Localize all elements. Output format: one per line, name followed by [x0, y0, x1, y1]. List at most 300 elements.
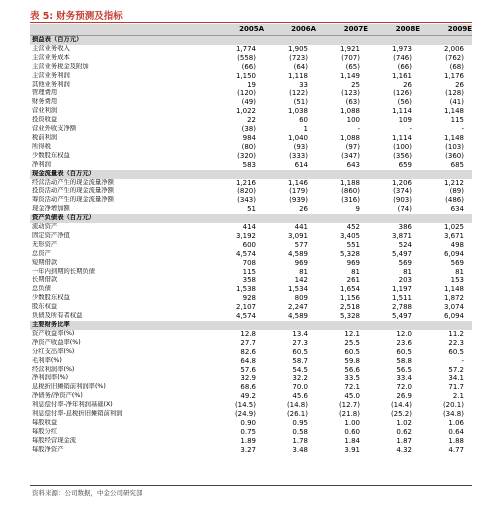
row-label: 投资收益 [32, 116, 58, 124]
row-label: 主营业务利润 [32, 71, 70, 79]
year-header: 2006A [264, 24, 316, 36]
value-cell: (333) [289, 151, 308, 160]
table-title [30, 8, 123, 22]
row-label: 现金净增加额 [32, 205, 70, 213]
value-cell: (49) [241, 98, 256, 107]
source-note: 资料来源：公司数据，中金公司研究部 [32, 489, 143, 497]
year-header: 2007E [316, 24, 368, 36]
row-label: 利息偿付率-净年利润基础(X) [32, 401, 113, 409]
value-cell: 3,192 [235, 231, 256, 240]
value-cell: 81 [403, 267, 412, 276]
table-row [30, 98, 472, 107]
value-cell: - [409, 125, 412, 134]
value-cell: 9 [355, 205, 360, 214]
row-label: 一年内到期的长期负债 [32, 267, 95, 275]
value-cell: (120) [237, 89, 256, 98]
value-cell: 2,247 [287, 303, 308, 312]
value-cell: 0.62 [396, 427, 412, 436]
value-cell: 82.6 [240, 347, 256, 356]
value-cell: 1.88 [448, 436, 464, 445]
value-cell: 58.7 [292, 356, 308, 365]
value-cell: (26.1) [286, 410, 308, 419]
value-cell: (63) [345, 98, 360, 107]
value-cell: 3,405 [339, 231, 360, 240]
value-cell: 1,188 [339, 178, 360, 187]
value-cell: 4,589 [287, 312, 308, 321]
value-cell: 72.0 [396, 383, 412, 392]
table-body [30, 36, 472, 455]
value-cell: 0.60 [344, 427, 360, 436]
row-label: 净利润率(%) [32, 374, 69, 382]
value-cell: 1.00 [344, 418, 360, 427]
value-cell: 115 [242, 267, 256, 276]
value-cell: 26 [403, 80, 412, 89]
value-cell: 142 [294, 276, 308, 285]
value-cell: (347) [341, 151, 360, 160]
value-cell: 3.27 [240, 445, 256, 454]
value-cell: 3.91 [344, 445, 360, 454]
value-cell: (820) [237, 187, 256, 196]
value-cell: 13.4 [292, 329, 308, 338]
value-cell: 27.3 [292, 338, 308, 347]
value-cell: 49.2 [240, 392, 256, 401]
value-cell: 32.9 [240, 374, 256, 383]
value-cell: 1,148 [443, 285, 464, 294]
row-label: 主营业务税金及附加 [32, 62, 89, 70]
value-cell: 26.9 [396, 392, 412, 401]
value-cell: (707) [341, 53, 360, 62]
value-cell: - [461, 356, 464, 365]
value-cell: (38) [241, 125, 256, 134]
row-label: 主营业务成本 [32, 53, 70, 61]
value-cell: 6,094 [443, 312, 464, 321]
value-cell: 60 [299, 116, 308, 125]
row-label: 少数股东权益 [32, 294, 70, 302]
value-cell: (14.5) [234, 401, 256, 410]
value-cell: (762) [445, 53, 464, 62]
row-label: 每股收益 [32, 418, 58, 426]
value-cell: 1,088 [339, 133, 360, 142]
value-cell: 60.5 [396, 347, 412, 356]
value-cell: - [357, 125, 360, 134]
section-header-row [30, 214, 472, 223]
value-cell: 3.48 [292, 445, 308, 454]
value-cell: 928 [242, 294, 256, 303]
row-label: 其他业务利润 [32, 80, 70, 88]
value-cell: (80) [241, 142, 256, 151]
row-label: 每股净资产 [32, 445, 64, 453]
value-cell: 386 [398, 223, 412, 232]
value-cell: 1,905 [287, 44, 308, 53]
row-label: 经营利润率(%) [32, 365, 75, 373]
value-cell: (41) [449, 98, 464, 107]
table-row [30, 312, 472, 321]
value-cell: (939) [289, 196, 308, 205]
section-header-row [30, 170, 472, 179]
title-rule [30, 22, 472, 23]
value-cell: 57.2 [448, 365, 464, 374]
value-cell: (723) [289, 53, 308, 62]
value-cell: 969 [346, 258, 360, 267]
value-cell: 2,788 [391, 303, 412, 312]
value-cell: 71.7 [448, 383, 464, 392]
value-cell: 3,091 [287, 231, 308, 240]
table-row [30, 294, 472, 303]
table-row [30, 410, 472, 419]
table-row [30, 205, 472, 214]
value-cell: 1,161 [391, 71, 412, 80]
table-row [30, 428, 472, 437]
table-row [30, 161, 472, 170]
table-row [30, 401, 472, 410]
value-cell: (25.2) [390, 410, 412, 419]
value-cell: 45.0 [344, 392, 360, 401]
row-label: 每股分红 [32, 427, 58, 435]
value-cell: 358 [242, 276, 256, 285]
value-cell: 452 [346, 223, 360, 232]
year-header: 2005A [212, 24, 264, 36]
footer-rule [30, 485, 472, 486]
table-row [30, 72, 472, 81]
value-cell: 0.75 [240, 427, 256, 436]
value-cell: 1,146 [287, 178, 308, 187]
value-cell: 1,872 [443, 294, 464, 303]
row-label: 总资产 [32, 249, 51, 257]
table-row [30, 89, 472, 98]
value-cell: 1,511 [391, 294, 412, 303]
row-label: 投资活动产生的现金流量净额 [32, 187, 114, 195]
value-cell: (746) [393, 53, 412, 62]
table-row [30, 250, 472, 259]
value-cell: 708 [242, 258, 256, 267]
value-cell: 5,328 [339, 249, 360, 258]
value-cell: 5,328 [339, 312, 360, 321]
value-cell: 54.5 [292, 365, 308, 374]
table-number: 表 5: [30, 11, 54, 22]
row-label: 净利润 [32, 160, 51, 168]
value-cell: 27.7 [240, 338, 256, 347]
value-cell: 1.89 [240, 436, 256, 445]
value-cell: 23.6 [396, 338, 412, 347]
table-row [30, 303, 472, 312]
value-cell: 51 [247, 205, 256, 214]
value-cell: 0.58 [292, 427, 308, 436]
row-label: 负债及所有者权益 [32, 312, 83, 320]
row-label: 每股经营现金流 [32, 436, 77, 444]
value-cell: 60.5 [292, 347, 308, 356]
value-cell: 1.84 [344, 436, 360, 445]
value-cell: (486) [445, 196, 464, 205]
value-cell: (374) [393, 187, 412, 196]
value-cell: 6,094 [443, 249, 464, 258]
section-header-row [30, 36, 472, 45]
table-row [30, 330, 472, 339]
value-cell: 33.4 [396, 374, 412, 383]
row-label: 流动资产 [32, 223, 58, 231]
table-row [30, 392, 472, 401]
table-row [30, 152, 472, 161]
table-row [30, 143, 472, 152]
value-cell: (126) [393, 89, 412, 98]
table-row [30, 223, 472, 232]
table-row [30, 357, 472, 366]
table-row [30, 134, 472, 143]
row-label: 财务费用 [32, 98, 58, 106]
value-cell: (356) [393, 151, 412, 160]
value-cell: 81 [455, 267, 464, 276]
value-cell: 498 [450, 240, 464, 249]
value-cell: 72.1 [344, 383, 360, 392]
table-row [30, 125, 472, 134]
value-cell: 1,025 [443, 223, 464, 232]
value-cell: (21.8) [338, 410, 360, 419]
row-label: 分红支出率(%) [32, 347, 75, 355]
value-cell: 1,538 [235, 285, 256, 294]
value-cell: 441 [294, 223, 308, 232]
value-cell: 70.0 [292, 383, 308, 392]
value-cell: 109 [398, 116, 412, 125]
row-label: 长期借款 [32, 276, 58, 284]
value-cell: (320) [237, 151, 256, 160]
value-cell: 1.78 [292, 436, 308, 445]
value-cell: 26 [455, 80, 464, 89]
value-cell: 1,148 [443, 133, 464, 142]
value-cell: 45.6 [292, 392, 308, 401]
value-cell: 203 [398, 276, 412, 285]
table-row [30, 366, 472, 375]
table-row [30, 241, 472, 250]
value-cell: 5,497 [391, 312, 412, 321]
value-cell: 1,114 [391, 107, 412, 116]
row-label: 净资产收益率(%) [32, 338, 81, 346]
value-cell: 1,654 [339, 285, 360, 294]
value-cell: (128) [445, 89, 464, 98]
value-cell: (343) [237, 196, 256, 205]
row-label: 管理费用 [32, 89, 58, 97]
value-cell: 57.6 [240, 365, 256, 374]
row-label: 固定资产净值 [32, 231, 70, 239]
table-row [30, 81, 472, 90]
table-row [30, 259, 472, 268]
value-cell: 1,040 [287, 133, 308, 142]
value-cell: 4.32 [396, 445, 412, 454]
value-cell: 659 [398, 160, 412, 169]
value-cell: (64) [293, 62, 308, 71]
value-cell: (66) [397, 62, 412, 71]
value-cell: (89) [449, 187, 464, 196]
value-cell: 984 [242, 133, 256, 142]
value-cell: (103) [445, 142, 464, 151]
table-row [30, 383, 472, 392]
value-cell: 19 [247, 80, 256, 89]
value-cell: 1,534 [287, 285, 308, 294]
value-cell: 56.6 [344, 365, 360, 374]
row-label: 营业利润 [32, 107, 58, 115]
value-cell: 583 [242, 160, 256, 169]
value-cell: (66) [241, 62, 256, 71]
value-cell: (179) [289, 187, 308, 196]
value-cell: 25.5 [344, 338, 360, 347]
value-cell: 2.1 [452, 392, 464, 401]
row-label: 股东权益 [32, 303, 58, 311]
value-cell: - [461, 125, 464, 134]
value-cell: 12.8 [240, 329, 256, 338]
value-cell: 0.95 [292, 418, 308, 427]
value-cell: 153 [450, 276, 464, 285]
row-label: 短期借款 [32, 258, 58, 266]
value-cell: 261 [346, 276, 360, 285]
value-cell: 969 [294, 258, 308, 267]
header-blank [30, 24, 212, 36]
row-label: 经营活动产生的现金流量净额 [32, 178, 114, 186]
value-cell: (74) [397, 205, 412, 214]
value-cell: 551 [346, 240, 360, 249]
value-cell: 1,156 [339, 294, 360, 303]
row-label: 主营业务收入 [32, 44, 70, 52]
value-cell: 634 [450, 205, 464, 214]
section-title: 资产负债表（百万元） [30, 214, 472, 223]
table-row [30, 348, 472, 357]
value-cell: 577 [294, 240, 308, 249]
value-cell: 3,871 [391, 231, 412, 240]
value-cell: 1,088 [339, 107, 360, 116]
value-cell: 4.77 [448, 445, 464, 454]
value-cell: 1.02 [396, 418, 412, 427]
table-row [30, 63, 472, 72]
value-cell: 1,216 [235, 178, 256, 187]
value-cell: 1,921 [339, 44, 360, 53]
value-cell: 3,671 [443, 231, 464, 240]
value-cell: 32.2 [292, 374, 308, 383]
table-row [30, 179, 472, 188]
table-row [30, 196, 472, 205]
value-cell: 600 [242, 240, 256, 249]
value-cell: 22 [247, 116, 256, 125]
value-cell: (34.8) [442, 410, 464, 419]
value-cell: 1,118 [287, 71, 308, 80]
value-cell: 643 [346, 160, 360, 169]
value-cell: 1,973 [391, 44, 412, 53]
section-title: 损益表（百万元） [30, 36, 472, 45]
value-cell: 12.1 [344, 329, 360, 338]
value-cell: 1,176 [443, 71, 464, 80]
value-cell: (56) [397, 98, 412, 107]
row-label: 总负债 [32, 285, 51, 293]
value-cell: 1.87 [396, 436, 412, 445]
value-cell: 25 [351, 80, 360, 89]
value-cell: (316) [341, 196, 360, 205]
row-label: 少数股东权益 [32, 151, 70, 159]
value-cell: 33.5 [344, 374, 360, 383]
year-header: 2009E [420, 24, 472, 36]
table-row [30, 54, 472, 63]
row-label: 净债务/净资产(%) [32, 392, 83, 400]
table-row [30, 285, 472, 294]
value-cell: 4,574 [235, 249, 256, 258]
row-label: 税前利润 [32, 133, 58, 141]
value-cell: 0.64 [448, 427, 464, 436]
value-cell: 5,497 [391, 249, 412, 258]
table-row [30, 437, 472, 446]
value-cell: (903) [393, 196, 412, 205]
table-row [30, 339, 472, 348]
table-row [30, 419, 472, 428]
year-header: 2008E [368, 24, 420, 36]
value-cell: 2,107 [235, 303, 256, 312]
value-cell: 2,006 [443, 44, 464, 53]
financial-forecast-table [30, 24, 472, 455]
value-cell: 58.8 [396, 356, 412, 365]
value-cell: 60.5 [448, 347, 464, 356]
row-label: 筹资活动产生的现金流量净额 [32, 196, 114, 204]
row-label: 息税折旧摊销前利润率(%) [32, 383, 106, 391]
value-cell: 81 [299, 267, 308, 276]
value-cell: 1,206 [391, 178, 412, 187]
value-cell: (68) [449, 62, 464, 71]
table-row [30, 268, 472, 277]
value-cell: 1,212 [443, 178, 464, 187]
table-row [30, 374, 472, 383]
value-cell: 1,148 [443, 107, 464, 116]
value-cell: 1,197 [391, 285, 412, 294]
table-row [30, 107, 472, 116]
value-cell: 60.5 [344, 347, 360, 356]
value-cell: 1.06 [448, 418, 464, 427]
table-row [30, 232, 472, 241]
value-cell: 524 [398, 240, 412, 249]
value-cell: 0.90 [240, 418, 256, 427]
table-row [30, 276, 472, 285]
section-title: 主要财务比率 [30, 321, 472, 330]
value-cell: 34.1 [448, 374, 464, 383]
value-cell: 414 [242, 223, 256, 232]
value-cell: (123) [341, 89, 360, 98]
value-cell: 68.6 [240, 383, 256, 392]
value-cell: 1,038 [287, 107, 308, 116]
value-cell: (20.1) [442, 401, 464, 410]
value-cell: 1 [303, 125, 308, 134]
value-cell: 569 [450, 258, 464, 267]
value-cell: (122) [289, 89, 308, 98]
table-row [30, 116, 472, 125]
value-cell: 1,150 [235, 71, 256, 80]
row-label: 所得税 [32, 142, 51, 150]
year-header-row [30, 24, 472, 36]
row-label: 毛利率(%) [32, 356, 62, 364]
value-cell: (14.8) [286, 401, 308, 410]
section-title: 现金流量表（百万元） [30, 170, 472, 179]
value-cell: 81 [351, 267, 360, 276]
value-cell: 56.5 [396, 365, 412, 374]
row-label: 利息偿付率-息税折旧摊销前利润 [32, 410, 123, 418]
table-row [30, 446, 472, 455]
value-cell: 1,149 [339, 71, 360, 80]
value-cell: 22.3 [448, 338, 464, 347]
value-cell: 100 [346, 116, 360, 125]
value-cell: 12.0 [396, 329, 412, 338]
value-cell: 26 [299, 205, 308, 214]
value-cell: 1,114 [391, 133, 412, 142]
value-cell: 115 [450, 116, 464, 125]
value-cell: (24.9) [234, 410, 256, 419]
value-cell: 33 [299, 80, 308, 89]
value-cell: (558) [237, 53, 256, 62]
value-cell: 569 [398, 258, 412, 267]
value-cell: (97) [345, 142, 360, 151]
row-label: 营业外收支净额 [32, 125, 77, 133]
table-row [30, 45, 472, 54]
value-cell: 1,774 [235, 44, 256, 53]
